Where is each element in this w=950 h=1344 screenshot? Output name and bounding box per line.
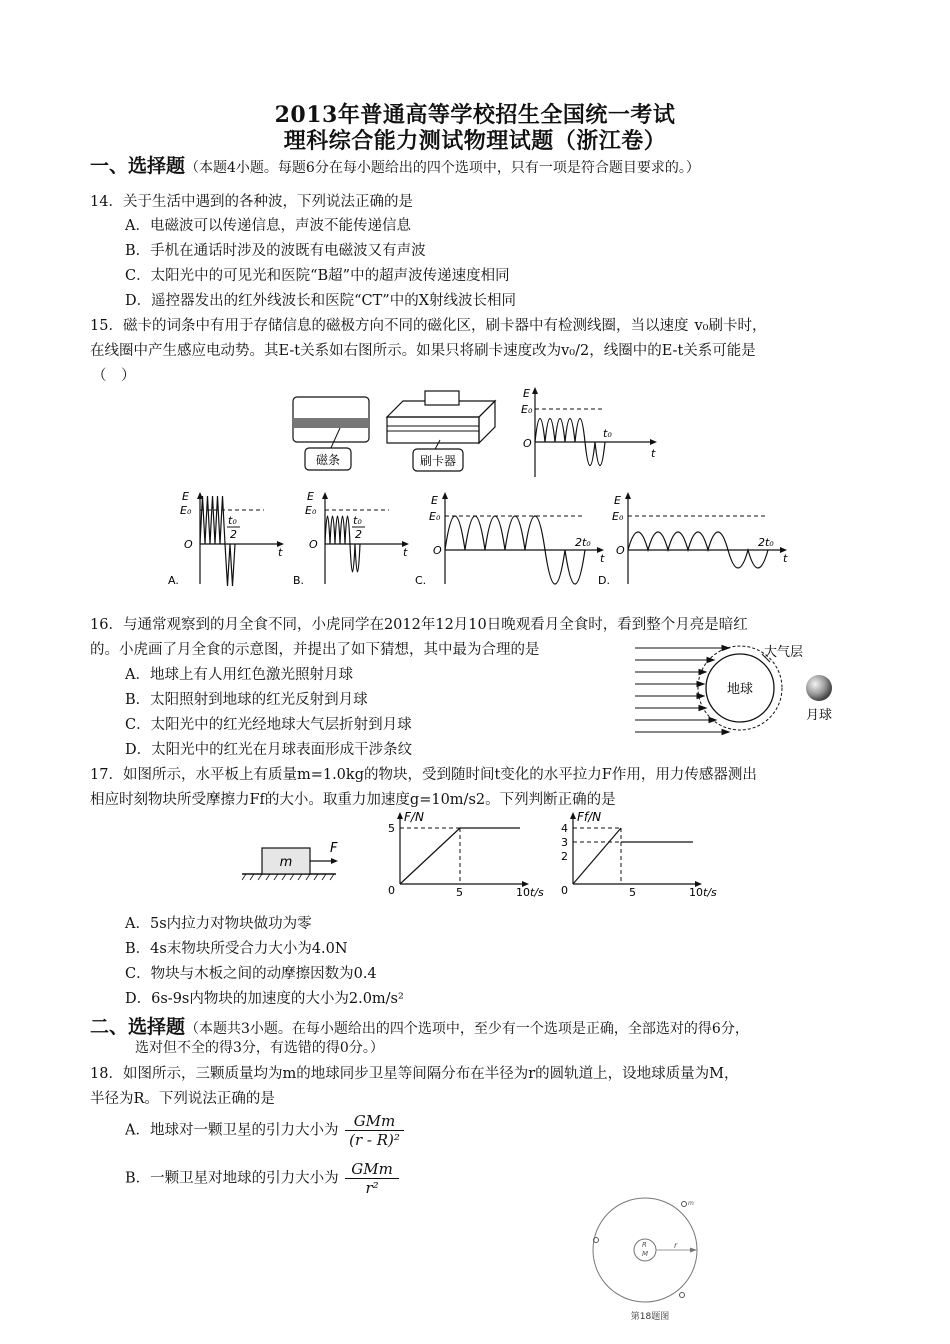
q18-b-denominator: r²: [365, 1179, 379, 1197]
g2-ytick-2: 2: [561, 850, 568, 863]
q16-stem-1: 16．与通常观察到的月全食不同，小虎同学在2012年12月10日晚观看月全食时，看到整个月亮是暗红: [90, 617, 748, 633]
q14-option-d: D．遥控器发出的红外线波长和医院“CT”中的X射线波长相同: [125, 293, 517, 309]
q16-eclipse-figure: [630, 640, 860, 740]
d-e0-label: E₀: [612, 510, 624, 523]
q18-option-a: [125, 1112, 404, 1149]
q15-top-figure: [285, 385, 675, 485]
q15-stem-2: 在线圈中产生感应电动势。其E-t关系如右图所示。如果只将刷卡速度改为v₀/2，线圈中的E-t关系可能是: [90, 343, 756, 359]
fig-sat-m-label: m: [688, 1200, 694, 1207]
q17-option-b: B．4s末物块所受合力大小为4.0N: [125, 941, 348, 957]
moon: [806, 675, 832, 701]
block-label: m: [279, 855, 293, 870]
b-t-label: t: [403, 546, 408, 559]
choice-label-b: B.: [293, 574, 305, 587]
satellite-1: [682, 1202, 687, 1207]
moon-label: 月球: [805, 708, 833, 723]
satellite-3: [680, 1293, 685, 1298]
g2-xtick-0: 0: [561, 884, 568, 897]
g1-xlabel: t/s: [530, 886, 544, 899]
q15-stem-3: （ ）: [92, 368, 136, 384]
q16-stem-2: 的。小虎画了月全食的示意图，并提出了如下猜想，其中最为合理的是: [90, 642, 540, 658]
card-reader: [387, 417, 479, 443]
section1-heading: 一、选择题: [90, 155, 186, 177]
reader-label: 刷卡器: [419, 454, 457, 468]
fig-caption: 第18题图: [630, 1312, 670, 1322]
c-t-label: t: [600, 552, 605, 565]
graph-origin-label: O: [523, 437, 532, 450]
q14-stem: 14．关于生活中遇到的各种波，下列说法正确的是: [90, 194, 413, 210]
q18-option-a-text: A．地球对一颗卫星的引力大小为: [125, 1122, 339, 1139]
q14-option-c: C．太阳光中的可见光和医院“B超”中的超声波传递速度相同: [125, 268, 510, 284]
choice-graph-a: [168, 490, 284, 587]
atmosphere-label: 大气层: [764, 645, 804, 660]
g1-ytick-5: 5: [388, 822, 395, 835]
graph-e-label: E: [523, 387, 530, 400]
c-2t0-label: 2t₀: [575, 536, 591, 549]
g2-ytick-3: 3: [561, 836, 568, 849]
a-o-label: O: [184, 538, 193, 551]
a-t-label: t: [278, 546, 283, 559]
a-t0-den: 2: [230, 528, 237, 541]
b-t0-num: t₀: [353, 514, 362, 527]
fig-r-label: R: [642, 1241, 647, 1249]
q18-option-b-fraction: [345, 1160, 399, 1197]
g1-xtick-5: 5: [456, 886, 463, 899]
q18-b-numerator: GMm: [345, 1160, 399, 1179]
q17-stem-1: 17．如图所示，水平板上有质量m=1.0kg的物块，受到随时间t变化的水平拉力F作用，用力传感器测出: [90, 767, 757, 783]
magnetic-strip: [293, 418, 369, 428]
c-e-label: E: [431, 494, 438, 507]
b-t0-den: 2: [355, 528, 362, 541]
section1-header: [90, 151, 700, 178]
g2-xtick-10: 10: [689, 886, 703, 899]
q15-stem-1b: v₀刷卡时，: [694, 318, 767, 334]
q15-stem-line1: [90, 314, 766, 335]
choice-label-c: C.: [415, 574, 427, 587]
q15-reference-graph: [521, 387, 657, 477]
q17-figure: [240, 808, 740, 908]
q17-graph-friction: [561, 810, 717, 899]
c-o-label: O: [433, 544, 442, 557]
a-e-label: E: [182, 490, 189, 503]
card-label: 磁条: [315, 453, 341, 467]
q16-option-b: B．太阳照射到地球的红光反射到月球: [125, 692, 368, 708]
section1-note: （本题4小题。每题6分在每小题给出的四个选项中，只有一项是符合题目要求的。）: [185, 160, 700, 176]
choice-label-d: D.: [598, 574, 610, 587]
choice-label-a: A.: [168, 574, 179, 587]
q18-option-b-text: B．一颗卫星对地球的引力大小为: [125, 1170, 339, 1187]
graph-t-label: t: [651, 447, 656, 460]
g1-xtick-10: 10: [516, 886, 530, 899]
g2-ytick-4: 4: [561, 822, 568, 835]
a-e0-label: E₀: [180, 504, 192, 517]
fig-orbit-r-label: r: [674, 1241, 678, 1250]
q17-option-c: C．物块与木板之间的动摩擦因数为0.4: [125, 966, 377, 982]
g2-xtick-5: 5: [629, 886, 636, 899]
d-2t0-label: 2t₀: [758, 536, 774, 549]
q16-option-a: A．地球上有人用红色激光照射月球: [125, 667, 353, 683]
q18-stem-1: 18．如图所示，三颗质量均为m的地球同步卫星等间隔分布在半径为r的圆轨道上，设地球质量为M，: [90, 1066, 739, 1082]
b-e-label: E: [307, 490, 314, 503]
g1-xtick-0: 0: [388, 884, 395, 897]
block-on-board: [242, 841, 338, 880]
earth-label: 地球: [726, 682, 754, 697]
q18-a-numerator: GMm: [345, 1112, 404, 1131]
q15-stem-1: 15．磁卡的词条中有用于存储信息的磁极方向不同的磁化区，刷卡器中有检测线圈，当以速度: [90, 318, 689, 334]
q17-graph-force: [388, 810, 544, 899]
choice-graph-b: [293, 490, 409, 587]
fig-m-label: M: [642, 1250, 649, 1258]
d-e-label: E: [614, 494, 621, 507]
c-e0-label: E₀: [429, 510, 441, 523]
section2-header: [90, 1012, 749, 1039]
d-t-label: t: [783, 552, 788, 565]
g1-ylabel: F/N: [404, 810, 424, 824]
choice-graph-d: [598, 492, 788, 587]
choice-graph-c: [415, 492, 605, 587]
b-e0-label: E₀: [305, 504, 317, 517]
graph-e0-label: E₀: [521, 403, 533, 416]
title-line-1: 2013年普通高等学校招生全国统一考试: [274, 102, 676, 128]
q17-option-d: D．6s-9s内物块的加速度的大小为2.0m/s²: [125, 991, 404, 1007]
a-t0-num: t₀: [228, 514, 237, 527]
q14-option-b: B．手机在通话时涉及的波既有电磁波又有声波: [125, 243, 426, 259]
force-label: F: [330, 841, 338, 856]
b-o-label: O: [309, 538, 318, 551]
section2-note-1: （本题共3小题。在每小题给出的四个选项中，至少有一个选项是正确，全部选对的得6分，: [185, 1021, 749, 1037]
q16-option-d: D．太阳光中的红光在月球表面形成干涉条纹: [125, 742, 413, 758]
section2-heading: 二、选择题: [90, 1016, 186, 1038]
q17-stem-2: 相应时刻物块所受摩擦力Ff的大小。取重力加速度g=10m/s2。下列判断正确的是: [90, 792, 616, 808]
q18-orbit-figure: [590, 1195, 720, 1325]
q16-option-c: C．太阳光中的红光经地球大气层折射到月球: [125, 717, 412, 733]
title-line-2: 理科综合能力测试物理试题（浙江卷）: [283, 128, 667, 154]
g2-ylabel: Ff/N: [577, 810, 602, 824]
section2-note-2: 选对但不全的得3分，有选错的得0分。）: [135, 1040, 384, 1056]
d-o-label: O: [616, 544, 625, 557]
q15-choice-graphs: [160, 488, 800, 588]
q18-stem-2: 半径为R。下列说法正确的是: [90, 1091, 275, 1107]
q14-option-a: A．电磁波可以传递信息，声波不能传递信息: [125, 218, 411, 234]
q17-option-a: A．5s内拉力对物块做功为零: [125, 916, 312, 932]
graph-t0-label: t₀: [603, 427, 612, 440]
g2-xlabel: t/s: [703, 886, 717, 899]
q18-option-a-fraction: [345, 1112, 404, 1149]
q18-option-b: [125, 1160, 399, 1197]
q18-a-denominator: (r - R)²: [349, 1131, 400, 1149]
